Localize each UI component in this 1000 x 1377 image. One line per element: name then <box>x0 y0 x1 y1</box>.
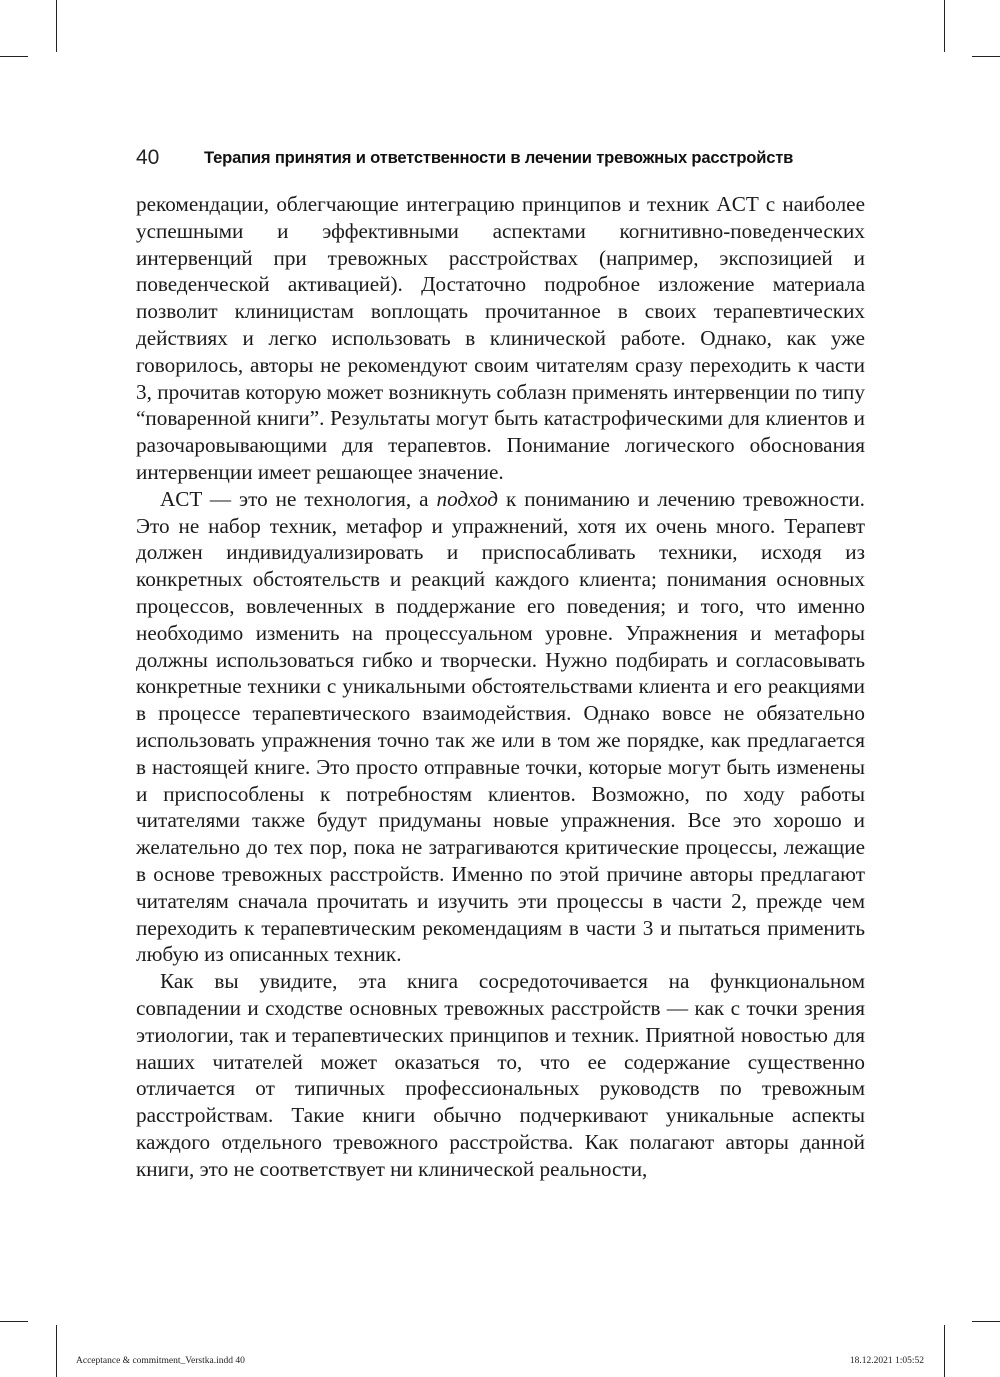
paragraph-text: к пониманию и лечению тревожности. Это не набор техник, метафор и упражнений, хотя их очень много. Терапевт должен индивидуализировать и приспосабливать техники, исходя из конкретных обстоятельств и реакций каждого клиента; понимания основных процессов, вовлеченных в поддержание его поведения; и того, что именно необходимо изменить на процессуальном уровне. Упражнения и метафоры должны использоваться гибко и творчески. Нужно подбирать и согласовывать конкретные техники с уникальными обстоятельствами клиента и его реакциями в процессе терапевтического взаимодействия. Однако вовсе не обязательно использовать упражнения точно так же или в том же порядке, как предлагается в настоящей книге. Это просто отправные точки, которые могут быть изменены и приспособлены к потребностям клиентов. Возможно, по ходу работы читателями также будут придуманы новые упражнения. Все это хорошо и желательно до тех пор, пока не затрагиваются критические процессы, лежащие в основе тревожных расстройств. Именно по этой причине авторы предлагают читателям сначала прочитать и изучить эти процессы в части 2, прежде чем переходить к терапевтическим рекомендациям в части 3 и пытаться применить любую из описанных техник. <box>136 486 865 967</box>
crop-mark-top-right <box>944 0 945 52</box>
page-number: 40 <box>136 146 160 169</box>
slug-filename: Acceptance & commitment_Verstka.indd 40 <box>76 1356 245 1366</box>
crop-mark-bottom-right-h <box>972 1321 1000 1322</box>
crop-mark-bottom-left-h <box>0 1321 28 1322</box>
crop-mark-top-left-h <box>0 56 28 57</box>
crop-mark-top-right-h <box>972 56 1000 57</box>
crop-mark-top-left <box>56 0 57 52</box>
slug-timestamp: 18.12.2021 1:05:52 <box>849 1356 924 1366</box>
paragraph <box>136 486 865 968</box>
paragraph-text: Как вы увидите, эта книга сосредоточивается на функциональном совпадении и сходстве основных тревожных расстройств — как с точки зрения этиологии, так и терапевтических принципов и техник. Приятной новостью для наших читателей может оказаться то, что ее содержание существенно отличается от типичных профессиональных руководств по тревожным расстройствам. Такие книги обычно подчеркивают уникальные аспекты каждого отдельного тревожного расстройства. Как полагают авторы данной книги, это не соответствует ни клинической реальности, <box>136 969 865 1181</box>
italic-term: подход <box>436 486 499 511</box>
paragraph-text: ACT — это не технология, а <box>160 486 437 511</box>
paragraph-text: рекомендации, облегчающие интеграцию принципов и техник ACT с наиболее успешными и эффективными аспектами когнитивно-поведенческих интервенций при тревожных расстройствах (например, экспозицией и поведенческой активацией). Достаточно подробное изложение материала позволит клиницистам воплощать прочитанное в своих терапевтических действиях и легко использовать в клинической работе. Однако, как уже говорилось, авторы не рекомендуют своим читателям сразу переходить к части 3, прочитав которую может возникнуть соблазн применять интервенции по типу “поваренной книги”. Результаты могут быть катастрофическими для клиентов и разочаровывающими для терапевтов. Понимание логического обоснования интервенции имеет решающее значение. <box>136 192 865 484</box>
running-head <box>136 146 866 174</box>
crop-mark-bottom-right <box>944 1325 945 1377</box>
crop-mark-bottom-left <box>56 1325 57 1377</box>
body-text <box>136 191 865 1182</box>
running-title: Терапия принятия и ответственности в лечении тревожных расстройств <box>204 148 794 167</box>
paragraph <box>136 191 865 486</box>
paragraph <box>136 968 865 1182</box>
